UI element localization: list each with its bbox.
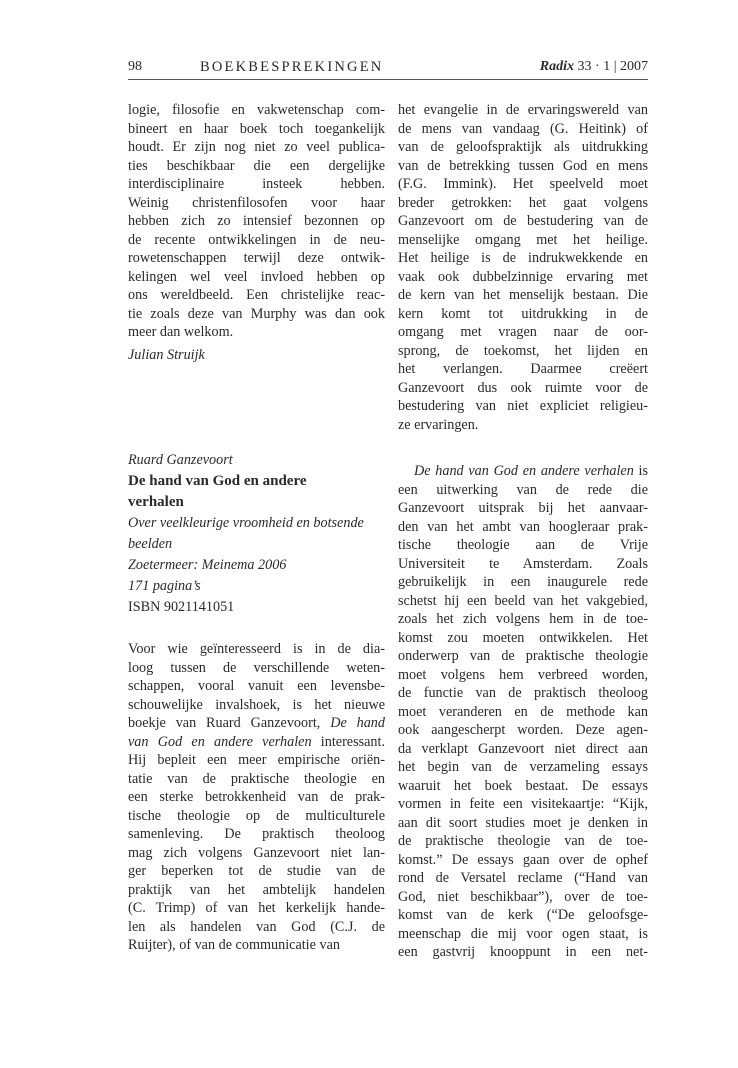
line-text: Weinig christenfilosofen voor haar bbox=[128, 194, 385, 211]
book-title-line: verhalen bbox=[128, 494, 184, 510]
text-line bbox=[398, 851, 648, 870]
line-text: Ganzevoort om de bestudering van de bbox=[398, 213, 648, 229]
text-line bbox=[398, 647, 648, 666]
line-text: het evangelie in de ervaringswereld van bbox=[398, 102, 648, 118]
book-subtitle-line: beelden bbox=[128, 536, 173, 552]
header-rule bbox=[128, 79, 648, 80]
line-text: rowetenschappen terwijl deze ontwik- bbox=[128, 250, 385, 266]
line-text: loog tussen de verschillende weten- bbox=[128, 659, 385, 676]
text-line bbox=[398, 212, 648, 231]
line-text: kelingen wel veel invloed hebben op bbox=[128, 268, 385, 285]
text-line bbox=[128, 194, 385, 213]
line-text: Hij bepleit een meer empirische oriën- bbox=[128, 752, 385, 768]
text-line bbox=[398, 592, 648, 611]
text-line bbox=[398, 740, 648, 759]
line-text: tische theologie op de multiculturele bbox=[128, 807, 385, 824]
text-line bbox=[398, 925, 648, 944]
text-line bbox=[398, 795, 648, 814]
text-line bbox=[128, 640, 385, 659]
text-line bbox=[398, 379, 648, 398]
text-line bbox=[398, 286, 648, 305]
text-line bbox=[398, 268, 648, 287]
line-text: moet volgens hem verbreed worden, bbox=[398, 666, 648, 683]
line-text: de praktische theologie van de toe- bbox=[398, 833, 648, 849]
text-line bbox=[398, 360, 648, 379]
line-text: meer dan welkom. bbox=[128, 324, 234, 340]
text-line bbox=[398, 481, 648, 500]
line-text: praktijk van het ambtelijk handelen bbox=[128, 881, 385, 898]
book-title-line: De hand van God en andere bbox=[128, 473, 307, 489]
journal-issue: 33 · 1 | 2007 bbox=[577, 59, 648, 74]
line-text: interdisciplinaire insteek hebben. bbox=[128, 176, 385, 192]
line-text: ook aangescherpt worden. Deze agen- bbox=[398, 722, 648, 738]
text-line bbox=[398, 869, 648, 888]
line-text: Universiteit te Amsterdam. Zoals bbox=[398, 555, 648, 572]
text-line bbox=[398, 416, 648, 435]
italic-text: De hand van God en andere verhalen bbox=[414, 463, 634, 479]
text-line bbox=[128, 175, 385, 194]
line-text: breder getrokken: het gaat volgens bbox=[398, 194, 648, 211]
text-line bbox=[128, 714, 385, 733]
line-text: (C. Trimp) of van het kerkelijk hande- bbox=[128, 900, 385, 916]
text-line bbox=[128, 770, 385, 789]
text-line bbox=[128, 862, 385, 881]
text-line bbox=[128, 157, 385, 176]
italic-text: van God en andere verhalen bbox=[128, 733, 312, 750]
line-text: Ganzevoort uitsprak bij het aanvaar- bbox=[398, 500, 648, 516]
line-text: God, niet beschikbaar”), over de toe- bbox=[398, 888, 648, 905]
line-text: omgang met vragen naar de oor- bbox=[398, 324, 648, 340]
reviewer-name: Julian Struijk bbox=[128, 347, 205, 363]
line-text: van de betrekking tussen God en mens bbox=[398, 157, 648, 174]
text-line bbox=[128, 286, 385, 305]
line-text: Voor wie geïnteresseerd is in de dia- bbox=[128, 641, 385, 657]
text-line bbox=[398, 610, 648, 629]
line-text: komst.” De essays gaan over de ophef bbox=[398, 851, 648, 868]
line-text: sprong, de toekomst, het lijden en bbox=[398, 342, 648, 359]
left-paragraph-2 bbox=[128, 640, 385, 955]
line-text: den van het ambt van hoogleraar prak- bbox=[398, 518, 648, 535]
text-line bbox=[398, 342, 648, 361]
text-line bbox=[128, 881, 385, 900]
line-text: tische theologie aan de Vrije bbox=[398, 537, 648, 553]
line-text: de mens van vandaag (G. Heitink) of bbox=[398, 120, 648, 137]
italic-text: De hand bbox=[330, 715, 385, 731]
line-text: ze ervaringen. bbox=[398, 416, 479, 433]
text-line bbox=[398, 138, 648, 157]
text-line bbox=[398, 323, 648, 342]
line-text: houdt. Er zijn nog niet zo veel publica- bbox=[128, 139, 385, 155]
line-text: gebruikelijk in een inaugurele rede bbox=[398, 574, 648, 590]
text-line bbox=[128, 733, 385, 752]
line-text: samenleving. De praktisch theoloog bbox=[128, 826, 385, 842]
line-text: hebben zich zo intensief bezonnen op bbox=[128, 213, 385, 229]
line-text: (F.G. Immink). Het speelveld moet bbox=[398, 176, 648, 192]
line-text: de recente ontwikkelingen in de neu- bbox=[128, 231, 385, 248]
text-line bbox=[398, 249, 648, 268]
text-line bbox=[128, 918, 385, 937]
text-line bbox=[398, 120, 648, 139]
line-text: logie, filosofie en vakwetenschap com- bbox=[128, 102, 385, 118]
line-text: mag zich volgens Ganzevoort niet lan- bbox=[128, 844, 385, 861]
text-line bbox=[128, 231, 385, 250]
text-line bbox=[398, 629, 648, 648]
text-line bbox=[398, 684, 648, 703]
text-line bbox=[128, 249, 385, 268]
line-text: Ganzevoort dus ook ruimte voor de bbox=[398, 379, 648, 396]
right-paragraph-2 bbox=[398, 462, 648, 962]
line-text: tatie van de praktische theologie en bbox=[128, 770, 385, 787]
line-text: de kern van het menselijk bestaan. Die bbox=[398, 287, 648, 303]
text-line bbox=[128, 101, 385, 120]
line-text: len als handelen van God (C.J. de bbox=[128, 918, 385, 935]
book-info bbox=[128, 450, 385, 618]
book-publisher: Zoetermeer: Meinema 2006 bbox=[128, 557, 287, 573]
left-paragraph-1 bbox=[128, 101, 385, 342]
line-text: ties beschikbaar die een dergelijke bbox=[128, 157, 385, 174]
line-text: is bbox=[633, 463, 648, 479]
text-line bbox=[398, 758, 648, 777]
text-line bbox=[398, 703, 648, 722]
text-line bbox=[398, 814, 648, 833]
line-text: een sterke betrokkenheid van de prak- bbox=[128, 789, 385, 805]
line-text: een gastvrij knooppunt in een net- bbox=[398, 944, 648, 960]
text-line bbox=[128, 305, 385, 324]
text-line bbox=[128, 677, 385, 696]
text-line bbox=[398, 573, 648, 592]
text-line bbox=[128, 138, 385, 157]
line-text: waaruit het boek bestaat. De essays bbox=[398, 777, 648, 794]
text-line bbox=[128, 788, 385, 807]
text-line bbox=[398, 666, 648, 685]
line-text: het verlangen. Daarmee creëert bbox=[398, 361, 648, 377]
text-line bbox=[128, 120, 385, 139]
line-text: vaak ook dubbelzinnige ervaring met bbox=[398, 268, 648, 285]
book-isbn: ISBN 9021141051 bbox=[128, 599, 235, 615]
journal-reference bbox=[540, 58, 648, 76]
line-text: schetst hij een beeld van het vakgebied, bbox=[398, 592, 648, 609]
line-text: ger beperken tot de studie van de bbox=[128, 863, 385, 879]
line-text: onderwerp van de praktische theologie bbox=[398, 648, 648, 664]
line-text: komst van de kerk (“De geloofsge- bbox=[398, 907, 648, 923]
line-text: van de geloofspraktijk als uitdrukking bbox=[398, 139, 648, 155]
text-line bbox=[128, 807, 385, 826]
text-line bbox=[398, 157, 648, 176]
book-subtitle-line: Over veelkleurige vroomheid en botsende bbox=[128, 515, 364, 531]
line-text: de functie van de praktisch theoloog bbox=[398, 685, 648, 701]
text-line bbox=[398, 777, 648, 796]
book-author: Ruard Ganzevoort bbox=[128, 452, 233, 468]
text-line bbox=[398, 175, 648, 194]
line-text: bestudering van niet expliciet religieu- bbox=[398, 398, 648, 414]
text-line bbox=[128, 899, 385, 918]
text-line bbox=[128, 659, 385, 678]
line-text: menselijke omgang met het heilige. bbox=[398, 231, 648, 248]
text-line bbox=[398, 499, 648, 518]
line-text: een uitwerking van de rede die bbox=[398, 481, 648, 498]
line-text: tie zoals deze van Murphy was dan ook bbox=[128, 305, 385, 322]
text-line bbox=[398, 194, 648, 213]
line-text: kern komt tot uitdrukking in de bbox=[398, 305, 648, 322]
text-line bbox=[398, 906, 648, 925]
text-line bbox=[128, 268, 385, 287]
journal-name: Radix bbox=[539, 59, 575, 74]
line-text: da verklapt Ganzevoort niet direct aan bbox=[398, 740, 648, 757]
line-text: schappen, vooral vanuit een levensbe- bbox=[128, 678, 385, 694]
line-text: vormen in feite een visitekaartje: “Kijk, bbox=[398, 796, 648, 812]
line-text: boekje van Ruard Ganzevoort, bbox=[128, 715, 331, 731]
section-title: BOEKBESPREKINGEN bbox=[200, 59, 384, 75]
line-text: rond de Versatel reclame (“Hand van bbox=[398, 870, 648, 886]
text-line bbox=[398, 888, 648, 907]
text-line bbox=[128, 696, 385, 715]
line-text: interessant. bbox=[311, 733, 386, 750]
text-line bbox=[398, 555, 648, 574]
text-line bbox=[398, 518, 648, 537]
line-text: ons wereldbeeld. Een christelijke reac- bbox=[128, 287, 385, 303]
right-paragraph-1 bbox=[398, 101, 648, 434]
book-pages: 171 pagina’s bbox=[128, 578, 201, 594]
line-text: Het heilige is de indrukwekkende en bbox=[398, 250, 648, 266]
text-line bbox=[398, 231, 648, 250]
line-text: komst zou moeten ontwikkelen. Het bbox=[398, 629, 648, 646]
line-text: schouwelijke invalshoek, is het nieuwe bbox=[128, 696, 385, 713]
line-text: aan dit soort studies moet je denken in bbox=[398, 814, 648, 831]
page-number: 98 bbox=[128, 59, 142, 74]
text-line bbox=[398, 462, 648, 481]
text-line bbox=[398, 943, 648, 962]
text-line bbox=[128, 936, 385, 955]
text-line bbox=[128, 825, 385, 844]
text-line bbox=[398, 397, 648, 416]
line-text: zoals het zich volgens hem in de toe- bbox=[398, 611, 648, 627]
line-text: moet veranderen en de methode kan bbox=[398, 703, 648, 720]
text-line bbox=[128, 844, 385, 863]
text-line bbox=[398, 832, 648, 851]
line-text: het begin van de verzameling essays bbox=[398, 759, 648, 775]
text-line bbox=[128, 751, 385, 770]
text-line bbox=[398, 305, 648, 324]
text-line bbox=[398, 101, 648, 120]
line-text: Ruijter), of van de communicatie van bbox=[128, 937, 340, 953]
text-line bbox=[398, 721, 648, 740]
text-line bbox=[128, 323, 385, 342]
line-text: meenschap die mij voor ogen staat, is bbox=[398, 925, 648, 942]
text-line bbox=[128, 212, 385, 231]
line-text: bineert en haar boek toch toegankelijk bbox=[128, 120, 385, 137]
text-line bbox=[398, 536, 648, 555]
